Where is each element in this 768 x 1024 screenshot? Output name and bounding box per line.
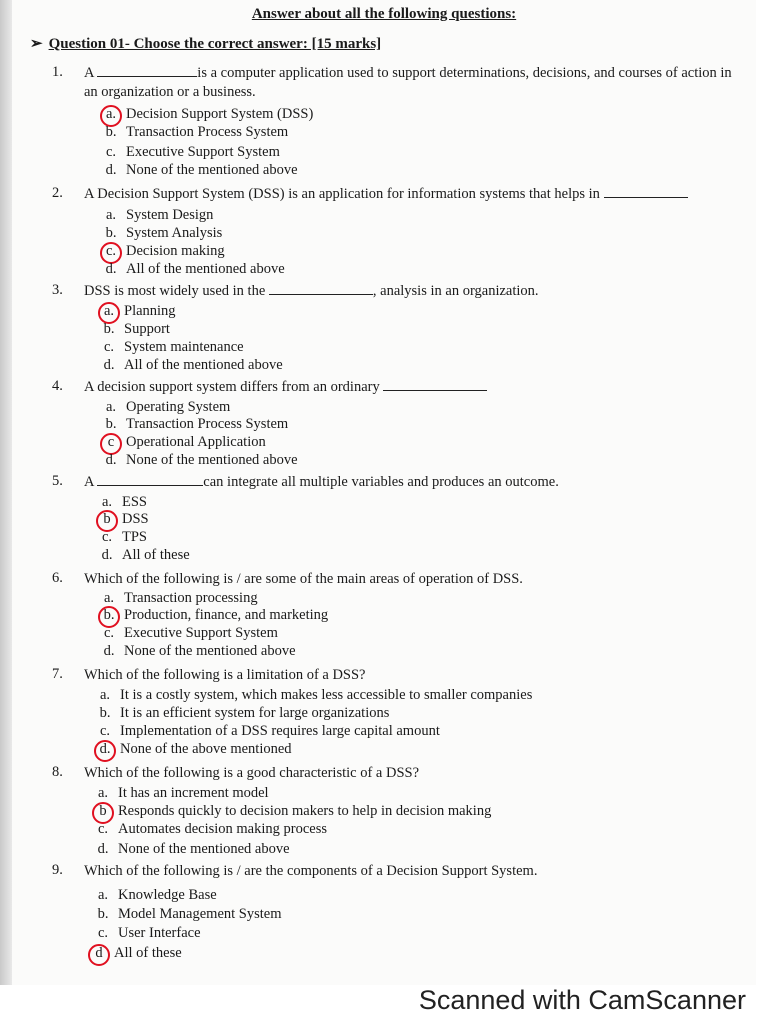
option [92, 887, 217, 904]
option-letter: a. [97, 785, 109, 801]
answer-blank [97, 473, 203, 486]
option-text: It is an efficient system for large organizations [120, 705, 390, 721]
section-heading [30, 34, 381, 53]
option [96, 547, 190, 564]
option [100, 225, 222, 242]
option-text: Executive Support System [124, 625, 278, 641]
circled-answer-letter: b. [98, 607, 120, 624]
section-heading-text: Question 01- Choose the correct answer: [15 marks] [48, 36, 382, 52]
option-letter: d. [105, 162, 117, 178]
option [98, 590, 258, 607]
option-selected [100, 434, 266, 451]
option-letter: c. [99, 723, 111, 739]
option-text: All of these [114, 945, 182, 961]
question-text-before-blank: Which of the following is a good characteristic of a DSS? [84, 765, 420, 781]
question-text-before-blank: Which of the following is / are some of the main areas of operation of DSS. [84, 571, 523, 587]
question-text-before-blank: A Decision Support System (DSS) is an application for information systems that helps in [84, 186, 600, 202]
option-letter: d. [97, 841, 109, 857]
circled-answer-letter: d [88, 945, 110, 962]
option-text: Executive Support System [126, 144, 280, 160]
page-title: Answer about all the following questions: [251, 6, 517, 22]
option-text: None of the mentioned above [126, 452, 298, 468]
option [100, 261, 285, 278]
option-text: All of these [122, 547, 190, 563]
question-text-after-blank: can integrate all multiple variables and produces an outcome. [203, 474, 559, 490]
option-selected [98, 303, 176, 320]
option-letter: c. [105, 144, 117, 160]
option-letter: a. [99, 687, 111, 703]
option [100, 124, 288, 141]
question-text-before-blank: A [84, 474, 94, 490]
option-text: All of the mentioned above [126, 261, 285, 277]
option [96, 494, 147, 511]
answer-blank [269, 282, 373, 295]
option-text: Planning [124, 303, 176, 319]
question-text [84, 862, 734, 881]
option-letter: b. [103, 321, 115, 337]
option-text: Transaction Process System [126, 416, 289, 432]
question-number: 3. [52, 282, 63, 298]
option-letter: d. [103, 357, 115, 373]
option [100, 399, 230, 416]
option-text: None of the mentioned above [126, 162, 298, 178]
option-selected [92, 803, 491, 820]
option-text: All of the mentioned above [124, 357, 283, 373]
option-letter: b. [105, 416, 117, 432]
option-selected [100, 243, 225, 260]
question-text-after-blank: , analysis in an organization. [372, 283, 539, 299]
option-letter: b. [105, 225, 117, 241]
option [98, 643, 296, 660]
option-letter: c. [97, 821, 109, 837]
option [92, 821, 327, 838]
option [92, 841, 290, 858]
option-letter: a. [97, 887, 109, 903]
answer-blank [604, 185, 688, 198]
question-text [84, 64, 734, 102]
question-text-before-blank: A [84, 65, 94, 81]
circled-answer-letter: a. [100, 106, 122, 123]
option-selected [98, 607, 328, 624]
option-letter: a. [103, 590, 115, 606]
question-text [84, 185, 734, 204]
option [98, 625, 278, 642]
option-letter: d. [105, 261, 117, 277]
option [92, 925, 201, 942]
question-number: 6. [52, 570, 63, 586]
option-text: Automates decision making process [118, 821, 327, 837]
option-text: Implementation of a DSS requires large capital amount [120, 723, 440, 739]
question-text [84, 473, 734, 492]
option-selected [100, 106, 313, 123]
question-text-before-blank: A decision support system differs from an ordinary [84, 379, 380, 395]
option-text: System Analysis [126, 225, 223, 241]
scanner-watermark: Scanned with CamScanner [418, 985, 746, 1015]
circled-answer-letter: b [92, 803, 114, 820]
option [98, 357, 283, 374]
option-text: System maintenance [124, 339, 244, 355]
option-text: Production, finance, and marketing [124, 607, 329, 623]
option-text: Decision Support System (DSS) [126, 106, 314, 122]
question-number: 7. [52, 666, 63, 682]
option-letter: b. [97, 906, 109, 922]
option-text: Support [124, 321, 170, 337]
option-letter: d. [105, 452, 117, 468]
circled-answer-letter: b [96, 511, 118, 528]
option [94, 723, 440, 740]
option-text: It has an increment model [118, 785, 269, 801]
question-number: 2. [52, 185, 63, 201]
option-letter: a. [101, 494, 113, 510]
option [98, 321, 170, 338]
option [94, 687, 532, 704]
option-letter: a. [105, 207, 117, 223]
circled-answer-letter: c [100, 434, 122, 451]
option [92, 785, 269, 802]
option-text: None of the mentioned above [118, 841, 290, 857]
option-text: Operational Application [126, 434, 266, 450]
option-text: User Interface [118, 925, 201, 941]
option-letter: d. [103, 643, 115, 659]
question-number: 4. [52, 378, 63, 394]
option-letter: c. [101, 529, 113, 545]
option-text: Decision making [126, 243, 225, 259]
option [100, 452, 298, 469]
option-letter: a. [105, 399, 117, 415]
question-text-before-blank: Which of the following is a limitation of a DSS? [84, 667, 366, 683]
circled-answer-letter: a. [98, 303, 120, 320]
option-text: It is a costly system, which makes less accessible to smaller companies [120, 687, 533, 703]
option [98, 339, 244, 356]
question-number: 9. [52, 862, 63, 878]
option-text: None of the above mentioned [120, 741, 292, 757]
option-text: Model Management System [118, 906, 282, 922]
option-text: DSS [122, 511, 149, 527]
question-text [84, 666, 734, 685]
answer-blank [383, 378, 487, 391]
question-number: 8. [52, 764, 63, 780]
option-selected [88, 945, 182, 962]
question-text-before-blank: Which of the following is / are the components of a Decision Support System. [84, 863, 538, 879]
option-text: Transaction Process System [126, 124, 289, 140]
option-text: Operating System [126, 399, 231, 415]
option-selected [96, 511, 149, 528]
circled-answer-letter: d. [94, 741, 116, 758]
option-letter: c. [103, 339, 115, 355]
question-text [84, 764, 734, 783]
option-letter: b. [99, 705, 111, 721]
option [100, 207, 213, 224]
option [96, 529, 147, 546]
option [100, 416, 288, 433]
option-letter: d. [101, 547, 113, 563]
arrow-bullet-icon: ➢ [30, 36, 43, 52]
option-letter: c. [97, 925, 109, 941]
question-text [84, 282, 734, 301]
option-letter: b. [105, 124, 117, 140]
question-text [84, 570, 734, 589]
option [100, 162, 298, 179]
option-text: Knowledge Base [118, 887, 217, 903]
question-number: 5. [52, 473, 63, 489]
question-number: 1. [52, 64, 63, 80]
option-letter: c. [103, 625, 115, 641]
option-text: Transaction processing [124, 590, 258, 606]
option-text: TPS [122, 529, 147, 545]
option [92, 906, 282, 923]
option-text: None of the mentioned above [124, 643, 296, 659]
question-text [84, 378, 734, 397]
option [94, 705, 389, 722]
question-text-before-blank: DSS is most widely used in the [84, 283, 266, 299]
circled-answer-letter: c. [100, 243, 122, 260]
option [100, 144, 280, 161]
option-text: Responds quickly to decision makers to help in decision making [118, 803, 492, 819]
option-selected [94, 741, 292, 758]
question-text-after-blank: is a computer application used to support determinations, decisions, and courses of action in an organization or a business. [84, 65, 732, 100]
answer-blank [97, 64, 197, 77]
option-text: ESS [122, 494, 147, 510]
option-text: System Design [126, 207, 214, 223]
